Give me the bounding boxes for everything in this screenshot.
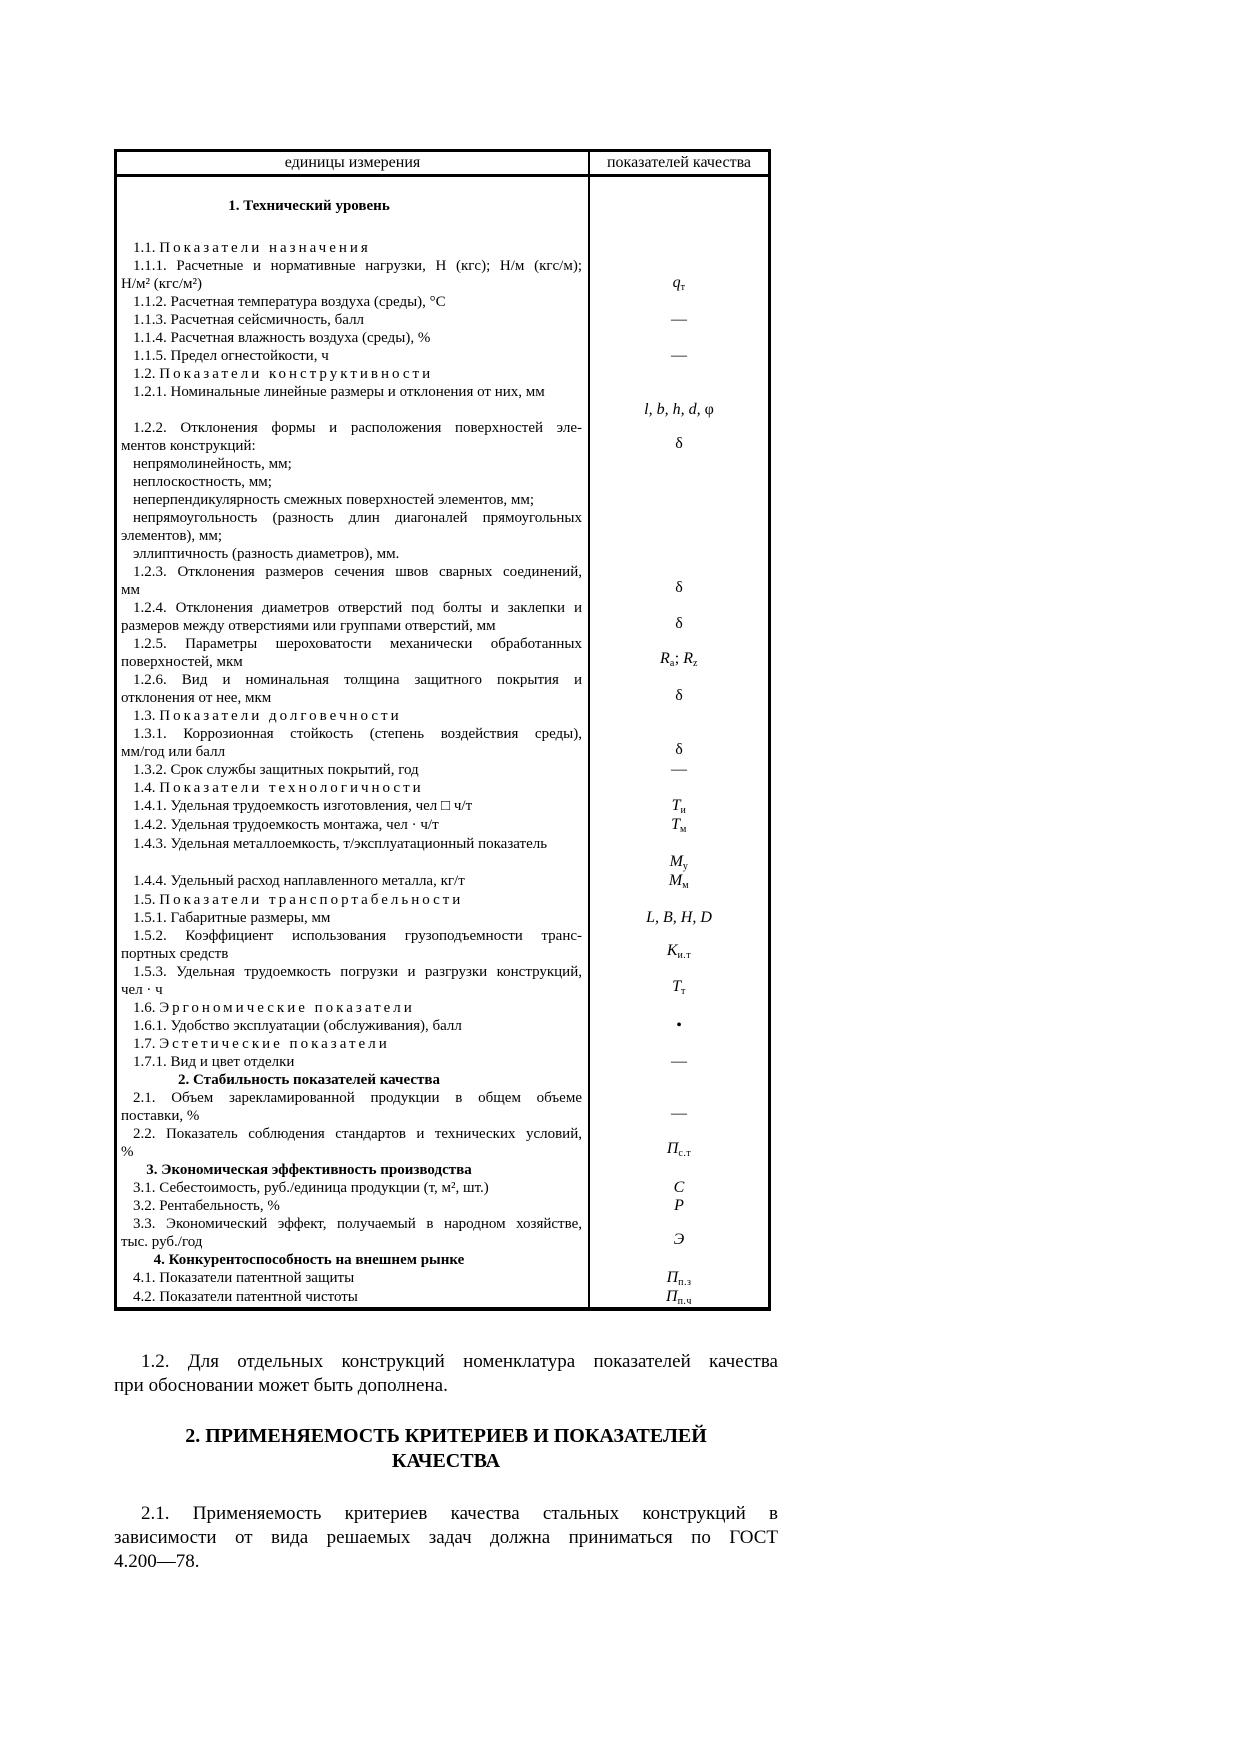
item-text-line: элементов), мм; — [121, 528, 223, 544]
text-line: зависимости от вида решаемых задач должна приниматься по ГОСТ — [114, 1527, 778, 1548]
indicator-symbol: Э — [673, 1231, 685, 1248]
table-header-row — [117, 152, 768, 177]
table-row — [117, 545, 768, 563]
symbol-cell — [590, 999, 768, 1017]
symbol-cell — [590, 635, 768, 671]
item-text-line: 1.1.5. Предел огнестойкости, ч — [133, 348, 329, 364]
symbol-cell — [590, 1071, 768, 1089]
subsection-title: 1.1. Показатели назначения — [133, 240, 371, 256]
symbol-cell — [590, 419, 768, 455]
units-cell — [117, 909, 590, 927]
table-row — [117, 1125, 768, 1161]
table-section-title: 3. Экономическая эффективность производства — [146, 1162, 472, 1178]
units-cell — [117, 635, 590, 671]
symbol-cell — [590, 383, 768, 401]
indicator-symbol: l, b, h, d, φ — [644, 401, 714, 418]
units-cell — [117, 1035, 590, 1053]
table-row — [117, 835, 768, 853]
symbol-cell — [590, 473, 768, 491]
item-text-line: поставки, % — [121, 1108, 200, 1124]
table-row — [117, 455, 768, 473]
symbol-cell — [590, 816, 768, 835]
units-cell — [117, 563, 590, 599]
table-section-title: 4. Конкурентоспособность на внешнем рынке — [153, 1252, 465, 1268]
item-text-line: 2.2. Показатель соблюдения стандартов и технических условий, — [133, 1126, 582, 1142]
symbol-cell — [590, 671, 768, 707]
item-text-line: 3.1. Себестоимость, руб./единица продукции (т, м², шт.) — [133, 1180, 489, 1196]
symbol-cell — [590, 563, 768, 599]
item-text-line: 1.4.1. Удельная трудоемкость изготовления, чел □ ч/т — [133, 798, 473, 814]
units-cell — [117, 239, 590, 257]
symbol-cell — [590, 239, 768, 257]
symbol-cell — [590, 599, 768, 635]
table-row — [117, 872, 768, 891]
units-cell — [117, 872, 590, 891]
units-column-header: единицы измерения — [117, 152, 590, 174]
indicator-symbol: С — [673, 1179, 685, 1196]
indicators-column-header: показателей качества — [606, 154, 752, 171]
symbol-cell — [590, 197, 768, 215]
paragraph-1-2 — [114, 1350, 778, 1398]
item-text-line: 1.3.2. Срок службы защитных покрытий, год — [133, 762, 419, 778]
item-text-line: 1.5.2. Коэффициент использования грузоподъемности транс- — [133, 928, 582, 944]
units-cell — [117, 545, 590, 563]
symbol-cell — [590, 761, 768, 779]
units-cell — [117, 311, 590, 329]
symbol-cell — [590, 1215, 768, 1251]
units-cell — [117, 177, 590, 197]
units-cell — [117, 197, 590, 215]
item-text-line: ментов конструкций: — [121, 438, 256, 454]
symbol-cell — [590, 347, 768, 365]
symbol-cell — [590, 725, 768, 761]
text-line: 1.2. Для отдельных конструкций номенклатура показателей качества — [141, 1351, 778, 1372]
paragraph-2-1 — [114, 1502, 778, 1574]
symbol-cell — [590, 963, 768, 999]
table-row — [117, 761, 768, 779]
units-cell — [117, 419, 590, 455]
symbol-cell — [590, 891, 768, 909]
item-text-line: Н/м² (кгс/м²) — [121, 276, 202, 292]
indicator-symbol: $Т_м$ — [671, 816, 687, 835]
subsection-title: 1.7. Эстетические показатели — [133, 1036, 390, 1052]
table-row — [117, 347, 768, 365]
item-text-line: отклонения от нее, мкм — [121, 690, 272, 706]
table-row — [117, 1053, 768, 1071]
table-row — [117, 491, 768, 509]
symbol-cell — [590, 365, 768, 383]
symbol-cell — [590, 1035, 768, 1053]
item-text-line: неплоскостность, мм; — [133, 474, 272, 490]
item-text-line: портных средств — [121, 946, 229, 962]
units-cell — [117, 1017, 590, 1035]
table-row — [117, 909, 768, 927]
section-heading-row — [117, 1071, 768, 1089]
item-text-line: 1.4.3. Удельная металлоемкость, т/эксплуатационный показатель — [133, 836, 548, 852]
symbol-cell — [590, 1269, 768, 1288]
table-row — [117, 999, 768, 1017]
subsection-title: 1.4. Показатели технологичности — [133, 780, 424, 796]
item-text-line: 1.1.1. Расчетные и нормативные нагрузки, Н (кгс); Н/м (кгс/м); — [133, 258, 582, 274]
subsection-title: 1.3. Показатели долговечности — [133, 708, 402, 724]
units-cell — [117, 963, 590, 999]
item-text-line: непрямолинейность, мм; — [133, 456, 292, 472]
indicator-symbol: $М_у$ — [669, 853, 689, 872]
units-cell — [117, 1269, 590, 1288]
table-row — [117, 797, 768, 816]
indicator-symbol: — — [671, 1105, 687, 1122]
units-cell — [117, 347, 590, 365]
symbol-cell — [590, 1161, 768, 1179]
units-cell — [117, 1089, 590, 1125]
units-cell — [117, 509, 590, 545]
indicator-symbol: $М_м$ — [668, 872, 690, 891]
table-row — [117, 365, 768, 383]
indicator-symbol: Р — [674, 1197, 684, 1214]
symbol-cell — [590, 1179, 768, 1197]
indicator-symbol: δ — [675, 741, 683, 758]
units-cell — [117, 761, 590, 779]
symbol-cell — [590, 1197, 768, 1215]
units-cell — [117, 853, 590, 872]
units-cell — [117, 797, 590, 816]
section-heading-row — [117, 1251, 768, 1269]
item-text-line: 1.1.2. Расчетная температура воздуха (среды), °С — [133, 294, 446, 310]
units-cell — [117, 1161, 590, 1179]
body-text — [114, 1350, 778, 1574]
symbol-cell — [590, 293, 768, 311]
symbol-cell — [590, 1053, 768, 1071]
table-row — [117, 311, 768, 329]
table-row — [117, 329, 768, 347]
text-line: 2.1. Применяемость критериев качества стальных конструкций в — [141, 1503, 778, 1524]
section-heading-row — [117, 197, 768, 215]
item-text-line: 1.1.3. Расчетная сейсмичность, балл — [133, 312, 365, 328]
units-cell — [117, 1071, 590, 1089]
table-row — [117, 963, 768, 999]
item-text-line: 1.2.4. Отклонения диаметров отверстий под болты и заклепки и — [133, 600, 582, 616]
table-row — [117, 891, 768, 909]
table-row — [117, 293, 768, 311]
symbol-cell — [590, 707, 768, 725]
table-row — [117, 1035, 768, 1053]
symbol-cell — [590, 329, 768, 347]
units-cell — [117, 1053, 590, 1071]
item-text-line: % — [121, 1144, 134, 1160]
units-cell — [117, 257, 590, 293]
units-cell — [117, 215, 590, 239]
indicator-symbol: $R_a$; $R_z$ — [660, 650, 698, 669]
item-text-line: 1.4.4. Удельный расход наплавленного металла, кг/т — [133, 873, 465, 889]
item-text-line: 1.2.3. Отклонения размеров сечения швов сварных соединений, — [133, 564, 582, 580]
section-heading-row — [117, 1161, 768, 1179]
item-text-line: непрямоугольность (разность длин диагоналей прямоугольных — [133, 510, 582, 526]
item-text-line: 3.2. Рентабельность, % — [133, 1198, 280, 1214]
symbol-cell — [590, 455, 768, 473]
units-cell — [117, 891, 590, 909]
table-row — [117, 239, 768, 257]
item-text-line: мм — [121, 582, 140, 598]
units-cell — [117, 1179, 590, 1197]
table-row — [117, 635, 768, 671]
symbol-cell — [590, 797, 768, 816]
item-text-line: 1.4.2. Удельная трудоемкость монтажа, чел · ч/т — [133, 817, 439, 833]
indicator-symbol: — — [671, 1053, 687, 1070]
table-row — [117, 816, 768, 835]
table-row — [117, 927, 768, 963]
symbol-cell — [590, 1251, 768, 1269]
indicator-symbol: δ — [675, 579, 683, 596]
text-line: при обосновании может быть дополнена. — [114, 1375, 448, 1396]
subsection-title: 1.5. Показатели транспортабельности — [133, 892, 464, 908]
symbol-cell — [590, 491, 768, 509]
item-text-line: тыс. руб./год — [121, 1234, 203, 1250]
table-row — [117, 853, 768, 872]
table-row — [117, 725, 768, 761]
table-row — [117, 563, 768, 599]
indicator-symbol: — — [671, 761, 687, 778]
text-line: КАЧЕСТВА — [391, 1450, 501, 1472]
spacer-row — [117, 177, 768, 197]
table-row — [117, 707, 768, 725]
item-text-line: 2.1. Объем зарекламированной продукции в общем объеме — [133, 1090, 582, 1106]
symbol-cell — [590, 909, 768, 927]
symbol-cell — [590, 545, 768, 563]
indicator-symbol: — — [671, 347, 687, 364]
symbol-cell — [590, 215, 768, 239]
symbol-cell — [590, 509, 768, 545]
units-cell — [117, 707, 590, 725]
symbol-cell — [590, 1125, 768, 1161]
table-row — [117, 599, 768, 635]
symbol-cell — [590, 1017, 768, 1035]
indicator-symbol: $П_{с.т}$ — [666, 1140, 692, 1159]
table-row — [117, 1089, 768, 1125]
units-cell — [117, 779, 590, 797]
indicator-symbol: • — [676, 1017, 682, 1034]
item-text-line: размеров между отверстиями или группами отверстий, мм — [121, 618, 496, 634]
units-cell — [117, 401, 590, 419]
text-line: 2. ПРИМЕНЯЕМОСТЬ КРИТЕРИЕВ И ПОКАЗАТЕЛЕЙ — [185, 1425, 707, 1447]
indicator-symbol: $П_{п.ч}$ — [666, 1288, 692, 1307]
item-text-line: эллиптичность (разность диаметров), мм. — [133, 546, 400, 562]
table-body — [117, 177, 768, 1307]
units-cell — [117, 293, 590, 311]
units-cell — [117, 816, 590, 835]
symbol-cell — [590, 311, 768, 329]
table-row — [117, 1215, 768, 1251]
table-section-title: 2. Стабильность показателей качества — [178, 1072, 440, 1088]
indicator-symbol: δ — [675, 435, 683, 452]
item-text-line: 1.5.3. Удельная трудоемкость погрузки и разгрузки конструкций, — [133, 964, 582, 980]
item-text-line: 3.3. Экономический эффект, получаемый в народном хозяйстве, — [133, 1216, 582, 1232]
indicator-symbol: δ — [675, 615, 683, 632]
table-row — [117, 419, 768, 455]
table-row — [117, 509, 768, 545]
item-text-line: 1.3.1. Коррозионная стойкость (степень воздействия среды), — [133, 726, 582, 742]
indicator-symbol: $П_{п.з}$ — [666, 1269, 692, 1288]
subsection-title: 1.2. Показатели конструктивности — [133, 366, 434, 382]
symbol-cell — [590, 177, 768, 197]
units-cell — [117, 383, 590, 401]
item-text-line: 1.2.5. Параметры шероховатости механически обработанных — [133, 636, 582, 652]
units-cell — [117, 1125, 590, 1161]
empty-line — [121, 853, 582, 871]
table-row — [117, 1197, 768, 1215]
quality-indicators-table — [114, 149, 771, 1311]
spacer-row — [117, 215, 768, 239]
item-text-line: неперпендикулярность смежных поверхностей элементов, мм; — [133, 492, 535, 508]
units-cell — [117, 1251, 590, 1269]
symbol-cell — [590, 401, 768, 419]
units-cell — [117, 725, 590, 761]
symbol-cell — [590, 257, 768, 293]
indicator-symbol: $q_т$ — [672, 274, 686, 293]
section-2-heading — [114, 1424, 778, 1474]
item-text-line: 1.6.1. Удобство эксплуатации (обслуживания), балл — [133, 1018, 462, 1034]
table-row — [117, 779, 768, 797]
indicator-symbol: $Т_т$ — [672, 978, 686, 997]
table-row — [117, 1179, 768, 1197]
symbol-cell — [590, 927, 768, 963]
table-row — [117, 1288, 768, 1307]
units-cell — [117, 1288, 590, 1307]
symbol-cell — [590, 872, 768, 891]
symbol-cell — [590, 835, 768, 853]
units-cell — [117, 999, 590, 1017]
units-cell — [117, 329, 590, 347]
item-text-line: 1.1.4. Расчетная влажность воздуха (среды), % — [133, 330, 431, 346]
indicator-symbol: L, B, H, D — [646, 909, 712, 926]
units-cell — [117, 455, 590, 473]
item-text-line: 1.5.1. Габаритные размеры, мм — [133, 910, 331, 926]
subsection-title: 1.6. Эргономические показатели — [133, 1000, 415, 1016]
table-row — [117, 1017, 768, 1035]
table-row — [117, 671, 768, 707]
text-line: 4.200—78. — [114, 1551, 200, 1572]
table-row — [117, 1269, 768, 1288]
item-text-line: 4.1. Показатели патентной защиты — [133, 1270, 355, 1286]
symbol-cell — [590, 1089, 768, 1125]
indicator-symbol: $К_{и.т}$ — [666, 942, 692, 961]
indicator-symbol: — — [671, 311, 687, 328]
units-cell — [117, 835, 590, 853]
units-cell — [117, 1215, 590, 1251]
symbol-cell — [590, 853, 768, 872]
item-text-line: мм/год или балл — [121, 744, 226, 760]
units-cell — [117, 599, 590, 635]
indicator-symbol: $Т_и$ — [671, 797, 687, 816]
table-row — [117, 257, 768, 293]
empty-line — [121, 401, 582, 419]
units-cell — [117, 1197, 590, 1215]
table-section-title: 1. Технический уровень — [228, 198, 390, 214]
symbol-cell — [590, 1288, 768, 1307]
item-text-line: чел · ч — [121, 982, 163, 998]
table-row — [117, 473, 768, 491]
units-cell — [117, 491, 590, 509]
units-cell — [117, 365, 590, 383]
item-text-line: 1.7.1. Вид и цвет отделки — [133, 1054, 295, 1070]
item-text-line: 4.2. Показатели патентной чистоты — [133, 1289, 358, 1305]
item-text-line: 1.2.1. Номинальные линейные размеры и отклонения от них, мм — [133, 384, 545, 400]
item-text-line: 1.2.6. Вид и номинальная толщина защитного покрытия и — [133, 672, 582, 688]
symbol-cell — [590, 779, 768, 797]
units-cell — [117, 473, 590, 491]
indicator-symbol: δ — [675, 687, 683, 704]
units-cell — [117, 671, 590, 707]
table-row — [117, 401, 768, 419]
units-cell — [117, 927, 590, 963]
item-text-line: 1.2.2. Отклонения формы и расположения поверхностей эле- — [133, 420, 582, 436]
item-text-line: поверхностей, мкм — [121, 654, 243, 670]
table-row — [117, 383, 768, 401]
